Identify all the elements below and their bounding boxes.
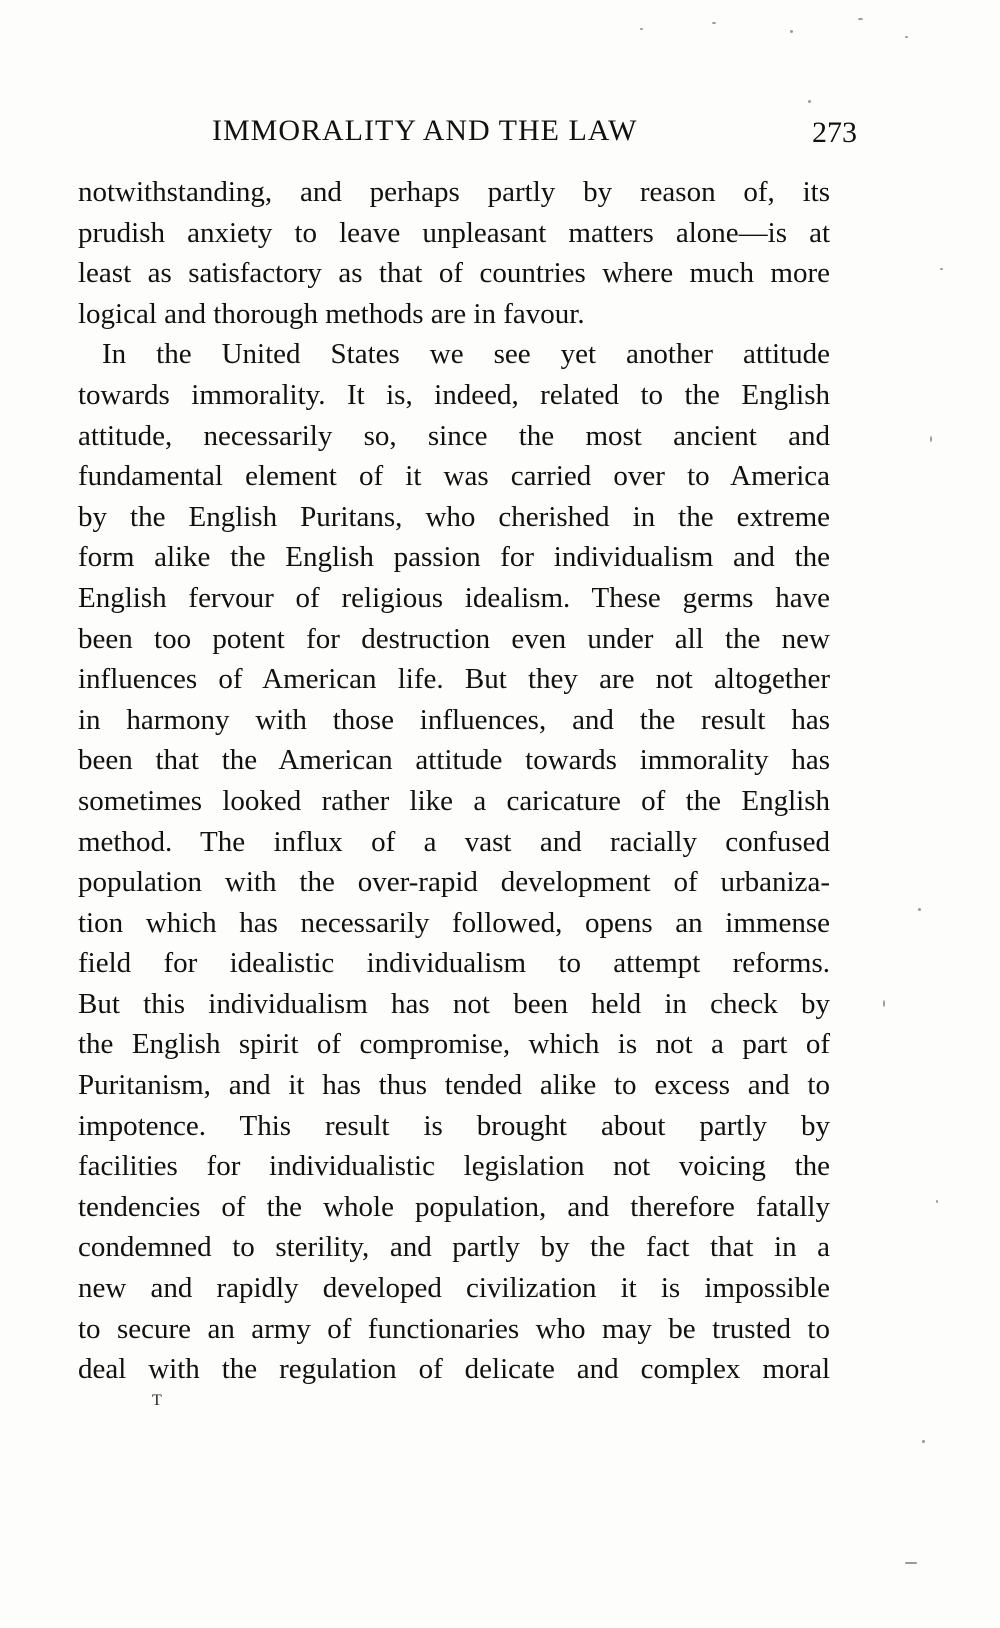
text-line: new and rapidly developed civilization it is impossible xyxy=(78,1272,830,1305)
paragraph-first-line: In the United States we see yet another attitude xyxy=(102,338,830,371)
text-line: field for idealistic individualism to attempt reforms. xyxy=(78,947,830,980)
scan-speck xyxy=(936,1200,938,1203)
text-line: logical and thorough methods are in favour. xyxy=(78,297,585,330)
scan-speck xyxy=(905,1562,917,1564)
text-line: tion which has necessarily followed, opens an immense xyxy=(78,906,830,939)
text-line: Puritanism, and it has thus tended alike to excess and to xyxy=(78,1069,830,1102)
text-line: in harmony with those influences, and the result has xyxy=(78,703,830,736)
body-text xyxy=(78,172,830,1390)
text-line: But this individualism has not been held in check by xyxy=(78,987,830,1020)
text-line: prudish anxiety to leave unpleasant matters alone—is at xyxy=(78,216,830,249)
text-line: been too potent for destruction even under all the new xyxy=(78,622,830,655)
page-number: 273 xyxy=(812,116,857,149)
text-line: the English spirit of compromise, which is not a part of xyxy=(78,1028,830,1061)
scan-speck xyxy=(790,30,793,33)
scan-speck xyxy=(930,436,932,442)
text-line: towards immorality. It is, indeed, related to the English xyxy=(78,378,830,411)
text-line: condemned to sterility, and partly by the fact that in a xyxy=(78,1231,830,1264)
scan-speck xyxy=(922,1440,925,1443)
scan-speck xyxy=(905,36,908,38)
text-line: population with the over-rapid development of urbaniza- xyxy=(78,866,830,899)
text-line: influences of American life. But they are not altogether xyxy=(78,663,830,696)
text-line: to secure an army of functionaries who may be trusted to xyxy=(78,1312,830,1345)
text-line: notwithstanding, and perhaps partly by reason of, its xyxy=(78,176,830,208)
text-line: method. The influx of a vast and racially confused xyxy=(78,825,830,858)
text-line: least as satisfactory as that of countries where much more xyxy=(78,257,830,290)
signature-mark: T xyxy=(152,1392,162,1409)
text-line: deal with the regulation of delicate and complex moral xyxy=(78,1353,830,1386)
running-head: IMMORALITY AND THE LAW xyxy=(212,114,638,147)
text-line: English fervour of religious idealism. These germs have xyxy=(78,581,830,614)
scan-speck xyxy=(712,22,716,24)
text-line: fundamental element of it was carried over to America xyxy=(78,460,830,493)
scan-speck xyxy=(883,1000,885,1007)
text-line: impotence. This result is brought about partly by xyxy=(78,1109,830,1142)
text-line: sometimes looked rather like a caricature of the English xyxy=(78,784,830,817)
text-line: by the English Puritans, who cherished in the extreme xyxy=(78,500,830,533)
scan-speck xyxy=(858,18,863,20)
scan-speck xyxy=(640,28,643,30)
scan-speck xyxy=(918,908,921,911)
text-line: form alike the English passion for individualism and the xyxy=(78,541,830,574)
text-line: facilities for individualistic legislation not voicing the xyxy=(78,1150,830,1183)
scan-speck xyxy=(808,100,811,103)
scan-speck xyxy=(940,268,943,270)
text-line: been that the American attitude towards immorality has xyxy=(78,744,830,777)
page-header xyxy=(0,114,1000,164)
text-line: attitude, necessarily so, since the most ancient and xyxy=(78,419,830,452)
text-line: tendencies of the whole population, and therefore fatally xyxy=(78,1190,830,1223)
